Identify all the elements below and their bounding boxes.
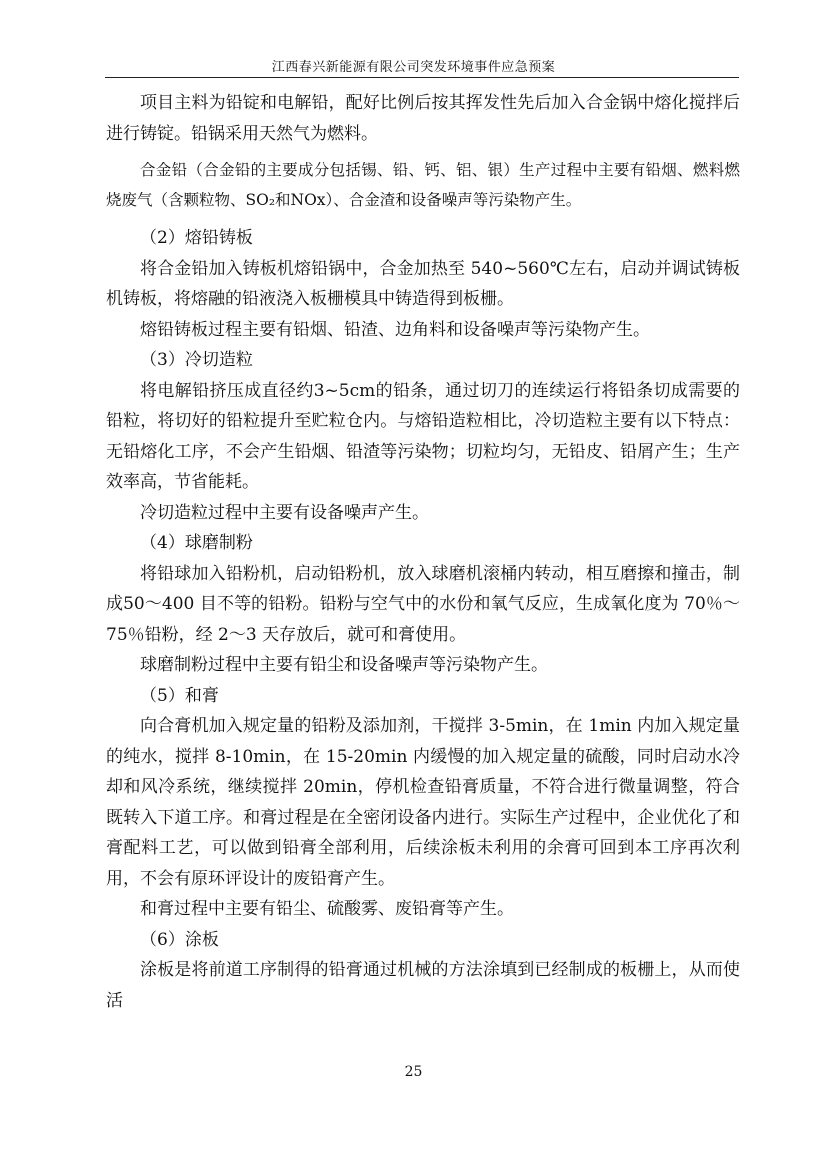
body-text bbox=[106, 88, 740, 1016]
paragraph-pasting-process: 涂板是将前道工序制得的铅膏通过机械的方法涂填到已经制成的板栅上，从而使活 bbox=[106, 960, 740, 1011]
paragraph-ball-milling-process: 将铅球加入铅粉机，启动铅粉机，放入球磨机滚桶内转动，相互磨擦和撞击，制成50～400 目不等的铅粉。铅粉与空气中的水份和氧气反应，生成氧化度为 70％～75％铅粉，经 2～3 天存放后，就可和膏使用。 bbox=[106, 563, 740, 645]
section-heading-paste-mixing: （5）和膏 bbox=[140, 685, 219, 706]
paragraph-cold-cutting-process: 将电解铅挤压成直径约3~5cm的铅条，通过切刀的连续运行将铅条切成需要的铅粒，将切好的铅粒提升至贮粒仓内。与熔铅造粒相比，冷切造粒主要有以下特点：无铅熔化工序，不会产生铅烟、铅渣等污染物；切粒均匀，无铅皮、铅屑产生；生产效率高，节省能耗。 bbox=[106, 380, 740, 492]
paragraph-cold-cutting-noise: 冷切造粒过程中主要有设备噪声产生。 bbox=[140, 502, 429, 523]
section-heading-ball-milling: （4）球磨制粉 bbox=[140, 533, 253, 553]
paragraph-paste-mixing-process: 向合膏机加入规定量的铅粉及添加剂，干搅拌 3-5min，在 1min 内加入规定量的纯水，搅拌 8-10min，在 15-20min 内缓慢的加入规定量的硫酸，同时启动水冷却和风冷系统，继续搅拌 20min，停机检查铅膏质量，不符合进行微量调整，符合既转入下道工序。和膏过程是在全密闭设备内进行。实际生产过程中，企业优化了和膏配料工艺，可以做到铅膏全部利用，后续涂板未利用的余膏可回到本工序再次利用，不会有原环评设计的废铅膏产生。 bbox=[106, 716, 740, 889]
section-heading-cold-cutting: （3）冷切造粒 bbox=[140, 350, 253, 370]
paragraph-alloy-pollutants: 合金铅（合金铅的主要成分包括锡、铅、钙、铝、银）生产过程中主要有铅烟、燃料燃烧废气（含颗粒物、SO₂和NOx）、合金渣和设备噪声等污染物产生。 bbox=[106, 161, 740, 209]
section-heading-melting-casting: （2）熔铅铸板 bbox=[140, 228, 253, 248]
paragraph-casting-pollutants: 熔铅铸板过程主要有铅烟、铅渣、边角料和设备噪声等污染物产生。 bbox=[140, 319, 650, 340]
running-header: 江西春兴新能源有限公司突发环境事件应急预案 bbox=[271, 60, 556, 75]
paragraph-ingot-casting: 项目主料为铅锭和电解铅，配好比例后按其挥发性先后加入合金锅中熔化搅拌后进行铸锭。铅锅采用天然气为燃料。 bbox=[106, 93, 740, 144]
section-heading-pasting: （6）涂板 bbox=[140, 929, 219, 950]
page-number: 25 bbox=[404, 1064, 423, 1080]
paragraph-ball-milling-pollutants: 球磨制粉过程中主要有铅尘和设备噪声等污染物产生。 bbox=[140, 655, 548, 675]
paragraph-paste-mixing-pollutants: 和膏过程中主要有铅尘、硫酸雾、废铅膏等产生。 bbox=[140, 899, 514, 919]
paragraph-grid-casting: 将合金铅加入铸板机熔铅锅中，合金加热至 540~560℃左右，启动并调试铸板机铸板，将熔融的铅液浇入板栅模具中铸造得到板栅。 bbox=[106, 258, 740, 309]
header-divider bbox=[105, 77, 739, 78]
